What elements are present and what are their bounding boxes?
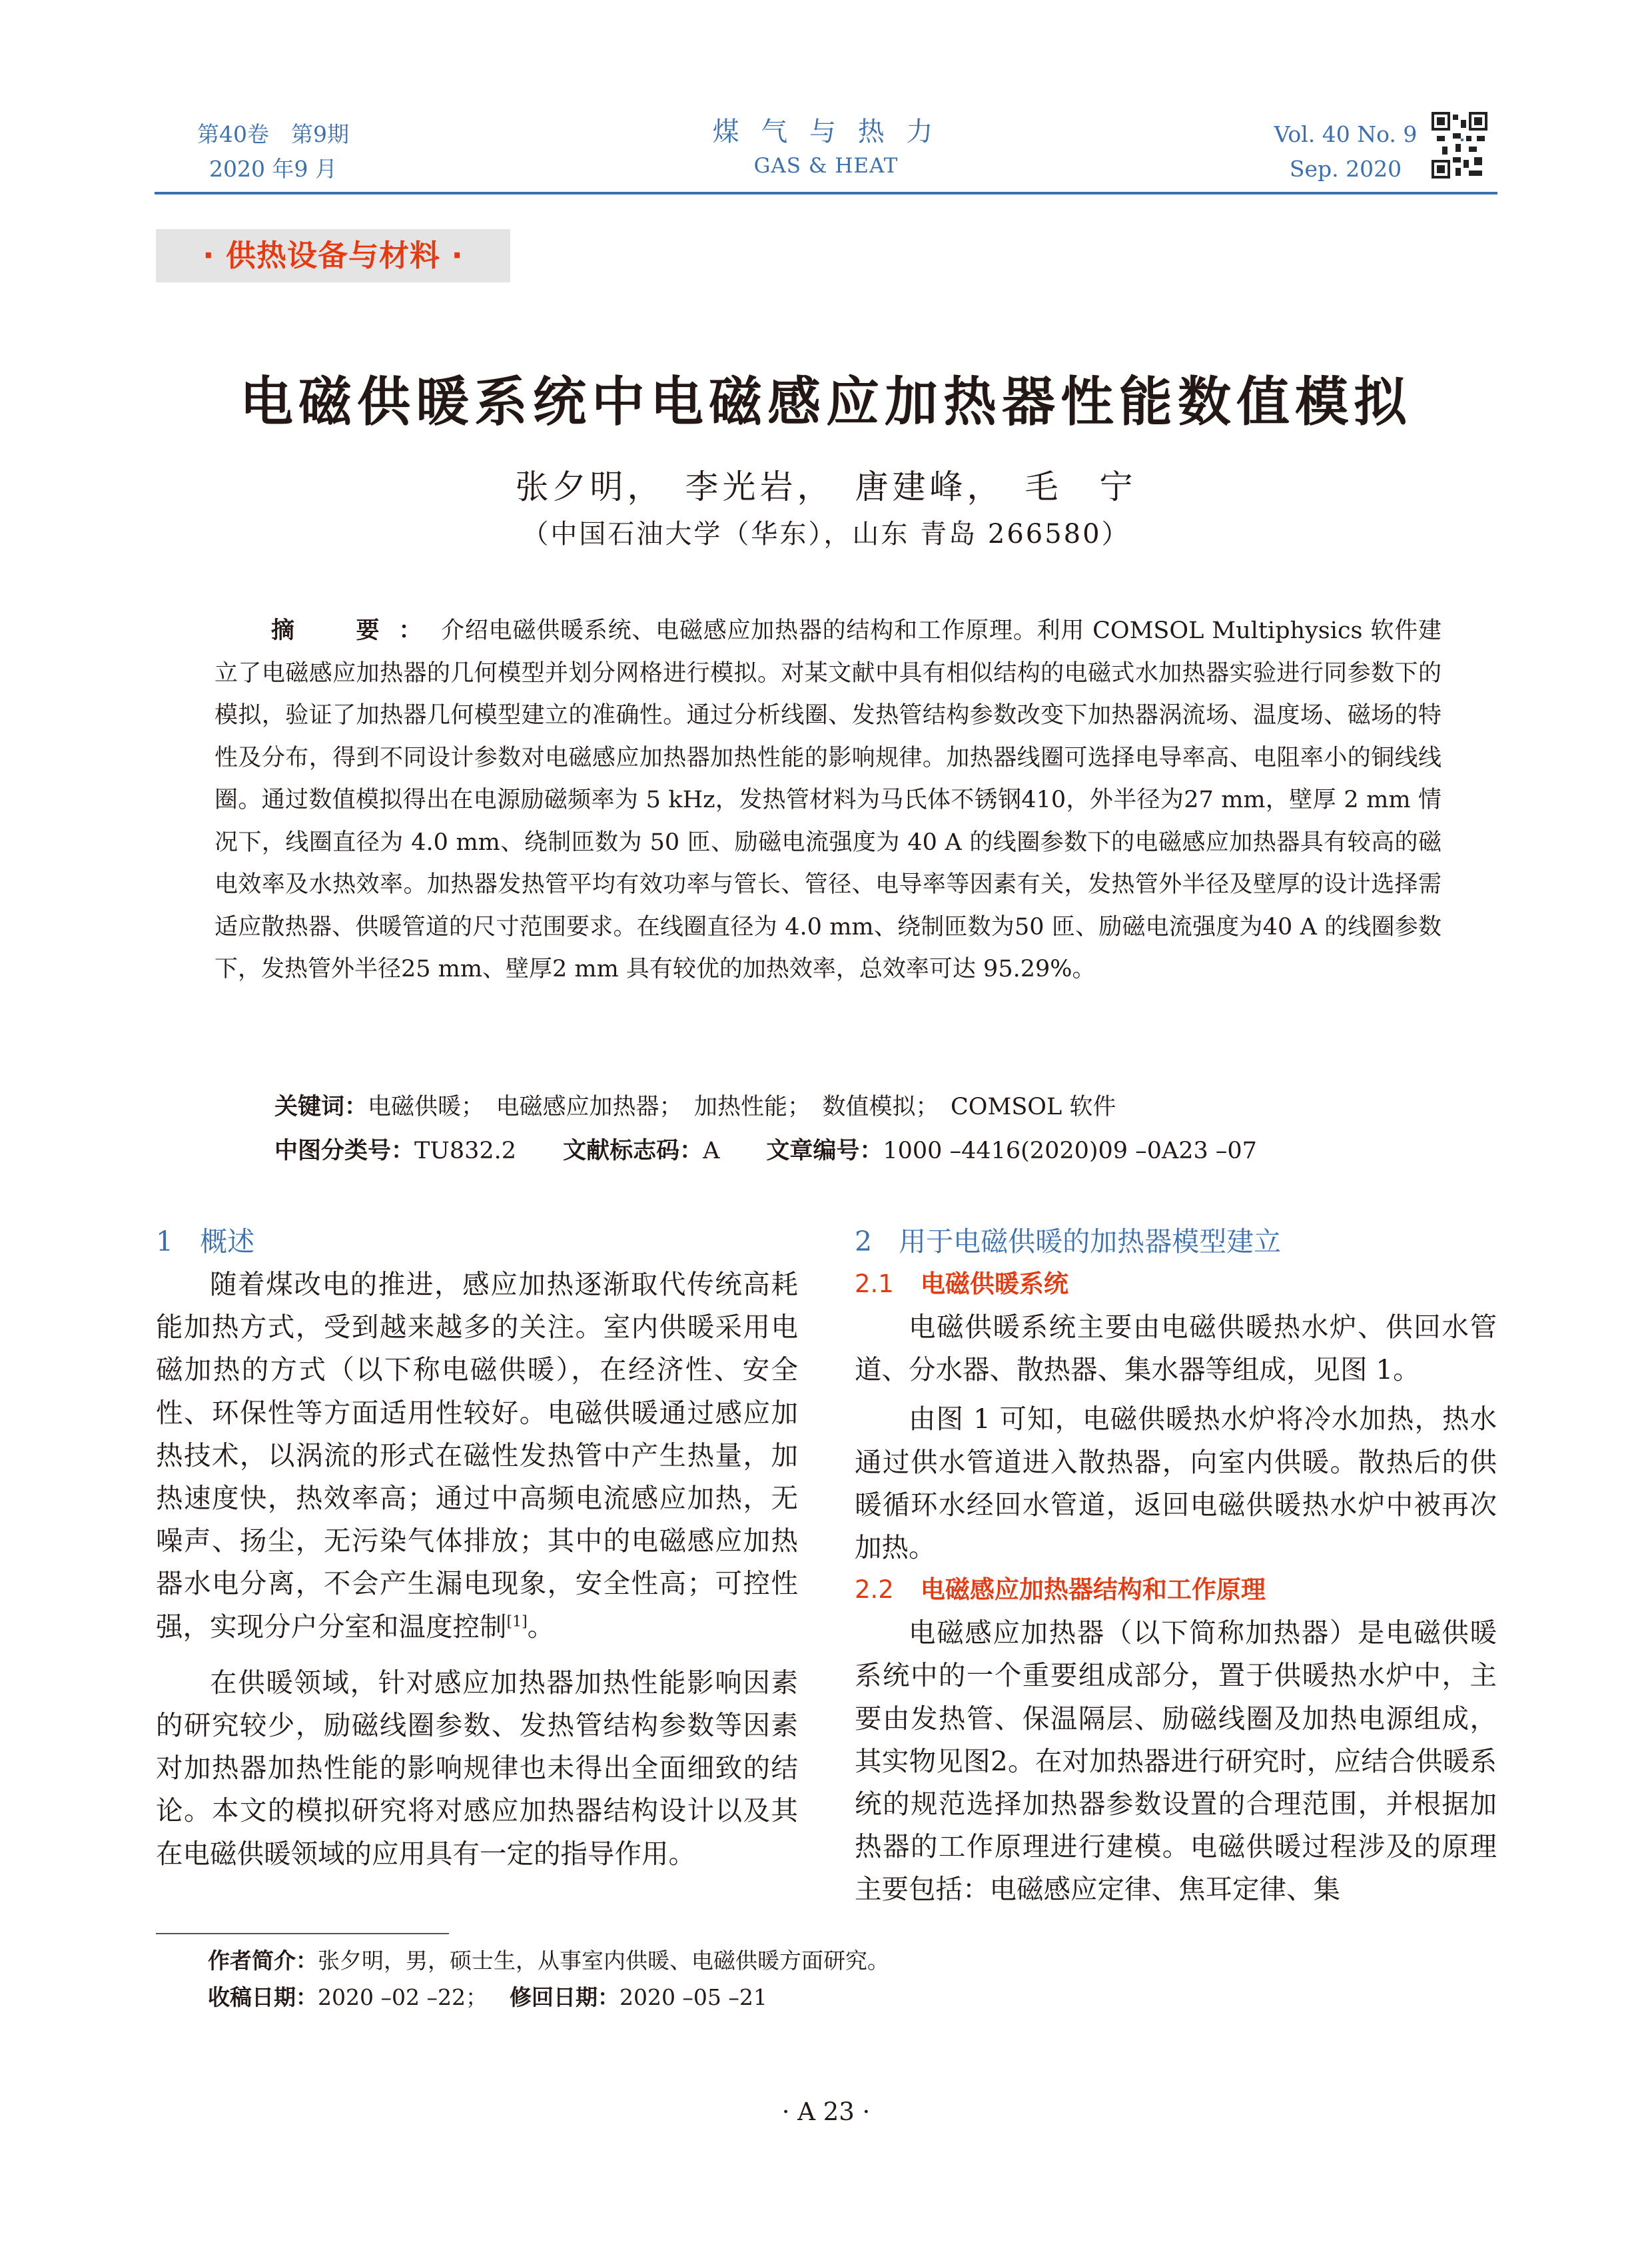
abstract [214, 610, 1442, 991]
doc-code-label: 文献标志码： [563, 1138, 703, 1164]
paragraph: 由图 1 可知，电磁供暖热水炉将冷水加热，热水通过供水管道进入散热器，向室内供暖。散热后的供暖循环水经回水管道，返回电磁供暖热水炉中被再次加热。 [855, 1403, 1497, 1564]
article-number: 1000 –4416(2020)09 –0A23 –07 [883, 1138, 1257, 1164]
paragraph-text: 随着煤改电的推进，感应加热逐渐取代传统高耗能加热方式，受到越来越多的关注。室内供暖采用电磁加热的方式（以下称电磁供暖），在经济性、安全性、环保性等方面适用性较好。电磁供暖通过感应加热技术，以涡流的形式在磁性发热管中产生热量，加热速度快，热效率高；通过中高频电流感应加热，无噪声、扬尘，无污染气体排放；其中的电磁感应加热器水电分离，不会产生漏电现象，安全性高；可控性强，实现分户分室和温度控制 [156, 1268, 798, 1643]
subsection-2-1-number: 2.1 [855, 1270, 894, 1298]
subsection-2-2-number: 2.2 [855, 1575, 894, 1605]
header-rule [155, 192, 1497, 194]
received-label: 收稿日期： [208, 1984, 318, 2010]
paragraph: 电磁感应加热器（以下简称加热器）是电磁供暖系统中的一个重要组成部分，置于供暖热水炉中，主要由发热管、保温隔层、励磁线圈及加热电源组成，其实物见图2。在对加热器进行研究时，应结合供暖系统的规范选择加热器参数设置的合理范围，并根据加热器的工作原理进行建模。电磁供暖过程涉及的原理主要包括：电磁感应定律、焦耳定律、集 [855, 1617, 1497, 1906]
footnote-rule [156, 1933, 449, 1934]
keywords-line [274, 1088, 1473, 1126]
article-number-label: 文章编号： [766, 1138, 883, 1164]
section-2-number: 2 [855, 1226, 873, 1258]
paragraph: 电磁供暖系统主要由电磁供暖热水炉、供回水管道、分水器、散热器、集水器等组成，见图 1。 [855, 1311, 1497, 1386]
revised-date: 2020 –05 –21 [619, 1984, 767, 2010]
running-header-right [1266, 117, 1426, 187]
running-header-left [167, 117, 380, 187]
section-1-title: 概述 [200, 1226, 255, 1258]
keywords: 电磁供暖； 电磁感应加热器； 加热性能； 数值模拟； COMSOL 软件 [368, 1094, 1116, 1120]
subsection-2-1-heading [855, 1263, 1497, 1306]
running-header-center [659, 113, 993, 181]
body-column-left [156, 1220, 798, 1875]
paper-title: 电磁供暖系统中电磁感应加热器性能数值模拟 [240, 370, 1412, 433]
section-2-heading [855, 1220, 1497, 1263]
dates [208, 1979, 1274, 2016]
author-bio-label: 作者简介： [208, 1948, 318, 1974]
affiliation: （中国石油大学（华东），山东 青岛 266580） [522, 519, 1130, 550]
citation-ref[interactable]: [1] [506, 1613, 528, 1631]
volume-issue: 第40卷 第9期 [197, 121, 349, 147]
subsection-2-2-heading [855, 1569, 1497, 1611]
abstract-label: 摘 要： [271, 617, 442, 644]
section-1-number: 1 [156, 1226, 174, 1258]
paragraph-end: 。 [527, 1610, 555, 1643]
abstract-text: 介绍电磁供暖系统、电磁感应加热器的结构和工作原理。利用 COMSOL Multiphysics 软件建立了电磁感应加热器的几何模型并划分网格进行模拟。对某文献中具有相似结构的电磁式水加热器实验进行同参数下的模拟，验证了加热器几何模型建立的准确性。通过分析线圈、发热管结构参数改变下加热器涡流场、温度场、磁场的特性及分布，得到不同设计参数对电磁感应加热器加热性能的影响规律。加热器线圈可选择电导率高、电阻率小的铜线线圈。通过数值模拟得出在电源励磁频率为 5 kHz，发热管材料为马氏体不锈钢410，外半径为27 mm，壁厚 2 mm 情况下，线圈直径为 4.0 mm、绕制匝数为 50 匝、励磁电流强度为 40 A 的线圈参数下的电磁感应加热器具有较高的磁电效率及水热效率。加热器发热管平均有效功率与管长、管径、电导率等因素有关，发热管外半径及壁厚的设计选择需适应散热器、供暖管道的尺寸范围要求。在线圈直径为 4.0 mm、绕制匝数为50 匝、励磁电流强度为40 A 的线圈参数下，发热管外半径25 mm、壁厚2 mm 具有较优的加热效率，总效率可达 95.29%。 [214, 617, 1442, 982]
subsection-2-2-title: 电磁感应加热器结构和工作原理 [920, 1575, 1266, 1605]
author-bio-text: 张夕明，男，硕士生，从事室内供暖、电磁供暖方面研究。 [318, 1948, 889, 1974]
body-column-right [855, 1220, 1497, 1911]
section-tag: · 供热设备与材料 · [156, 229, 510, 282]
clc-number: TU832.2 [414, 1138, 517, 1164]
paragraph: 在供暖领域，针对感应加热器加热性能影响因素的研究较少，励磁线圈参数、发热管结构参数等因素对加热器加热性能的影响规律也未得出全面细致的结论。本文的模拟研究将对感应加热器结构设计以及其在电磁供暖领域的应用具有一定的指导作用。 [156, 1666, 798, 1870]
volume-en: Vol. 40 No. 9 [1274, 121, 1418, 147]
footnote [208, 1942, 1274, 2016]
revised-label: 修回日期： [509, 1984, 620, 2010]
date-en: Sep. 2020 [1289, 156, 1402, 182]
page-number: · A 23 · [781, 2097, 871, 2126]
issue-date: 2020 年9 月 [209, 156, 337, 182]
paragraph [156, 1263, 798, 1648]
authors: 张夕明， 李光岩， 唐建峰， 毛 宁 [515, 468, 1137, 506]
qr-code-icon[interactable] [1431, 112, 1488, 179]
section-2-title: 用于电磁供暖的加热器模型建立 [899, 1226, 1282, 1258]
section-1-heading [156, 1220, 798, 1263]
journal-name-en: GAS & HEAT [753, 154, 899, 178]
subsection-2-1-title: 电磁供暖系统 [920, 1270, 1068, 1298]
received-date: 2020 –02 –22； [318, 1984, 488, 2010]
doc-code: A [703, 1138, 720, 1164]
classification-line [274, 1132, 1473, 1170]
author-bio [208, 1942, 1274, 1979]
keywords-label: 关键词： [274, 1094, 368, 1120]
clc-label: 中图分类号： [274, 1138, 415, 1164]
journal-name-cn: 煤 气 与 热 力 [712, 117, 940, 147]
